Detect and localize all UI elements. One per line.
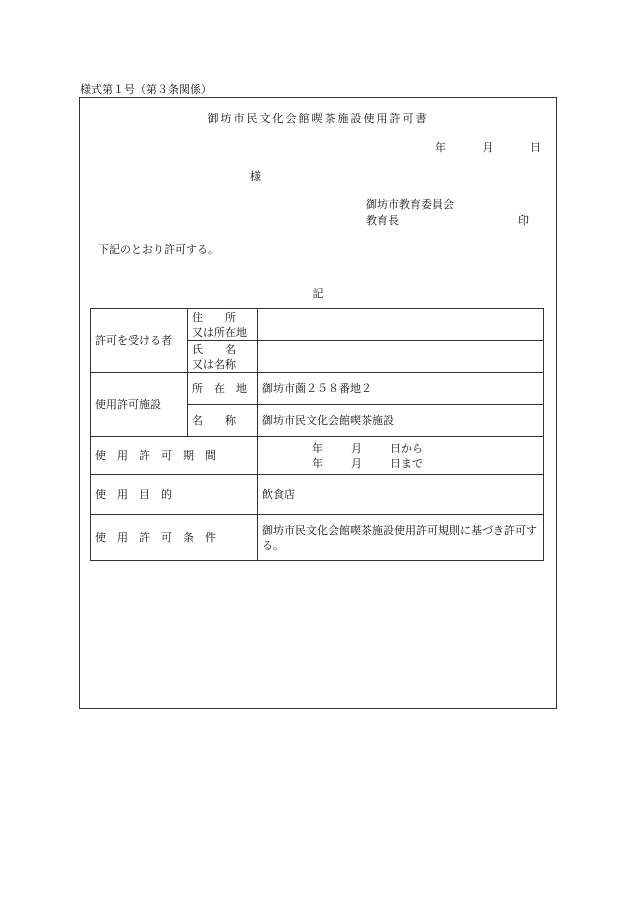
date-month: 月 — [482, 141, 494, 154]
name-label-b: 又は名称 — [192, 357, 236, 371]
facility-name-value: 御坊市民文化会館喫茶施設 — [258, 405, 544, 437]
period-to — [262, 456, 539, 471]
facility-name-label: 名 称 — [188, 405, 258, 437]
name-label-cell — [188, 341, 258, 373]
address-value-cell — [258, 309, 544, 341]
period-from-day: 日から — [390, 441, 423, 455]
issue-date — [435, 139, 541, 155]
period-to-month: 月 — [351, 456, 362, 470]
purpose-value: 飲食店 — [258, 475, 544, 515]
date-day: 日 — [530, 141, 541, 154]
period-from-month: 月 — [351, 441, 362, 455]
recipient-label: 許可を受ける者 — [95, 334, 172, 347]
permit-statement: 下記のとおり許可する。 — [98, 243, 219, 256]
period-label: 使 用 許 可 期 間 — [91, 437, 258, 475]
address-label-cell — [188, 309, 258, 341]
period-from — [262, 441, 539, 456]
purpose-label: 使 用 目 的 — [91, 475, 258, 515]
address-label-a: 住 所 — [192, 310, 236, 324]
issuer-title: 教育長 — [366, 214, 399, 227]
permit-document — [79, 97, 557, 709]
name-value-cell — [258, 341, 544, 373]
date-year: 年 — [435, 141, 446, 154]
record-heading: 記 — [312, 287, 324, 300]
document-title: 御坊市民文化会館喫茶施設使用許可書 — [207, 112, 429, 125]
period-value-cell — [258, 437, 544, 475]
location-label: 所 在 地 — [188, 373, 258, 405]
facility-label-cell — [91, 373, 188, 437]
permit-details-table — [90, 308, 544, 561]
issuer-organization: 御坊市教育委員会 — [366, 198, 454, 211]
address-label-b: 又は所在地 — [192, 325, 247, 339]
conditions-label: 使 用 許 可 条 件 — [91, 515, 258, 561]
recipient-honorific: 様 — [250, 170, 261, 183]
conditions-value: 御坊市民文化会館喫茶施設使用許可規則に基づき許可する。 — [258, 515, 544, 561]
recipient-label-cell — [91, 309, 188, 373]
facility-label: 使用許可施設 — [95, 398, 161, 411]
name-label-a: 氏 名 — [192, 342, 236, 356]
period-from-year: 年 — [312, 441, 323, 455]
period-to-year: 年 — [312, 456, 323, 470]
seal-mark: 印 — [518, 214, 529, 227]
location-value: 御坊市薗２５８番地２ — [258, 373, 544, 405]
form-number-label: 様式第１号（第３条関係） — [80, 83, 212, 96]
period-to-day: 日まで — [390, 456, 423, 470]
